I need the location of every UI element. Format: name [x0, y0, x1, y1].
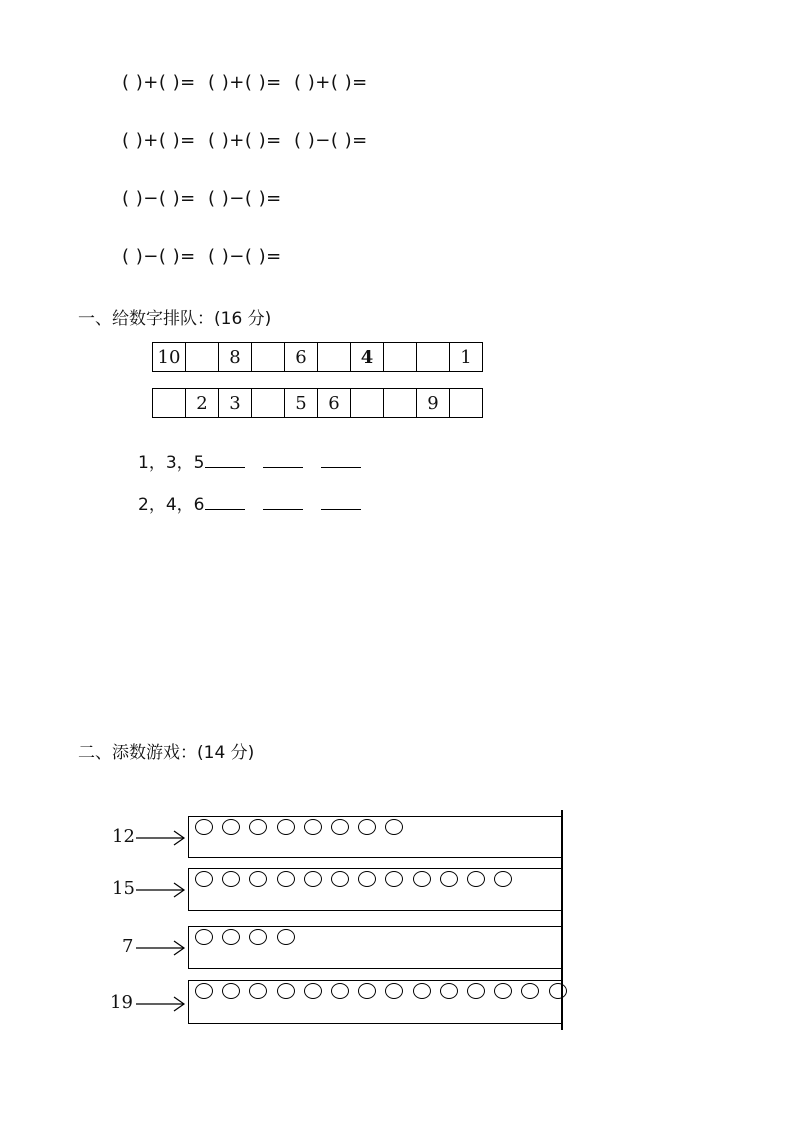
arrow-icon [136, 828, 188, 848]
number-cell: 8 [218, 342, 252, 372]
number-cell[interactable] [317, 342, 351, 372]
circle-icon [277, 983, 295, 999]
equation: ( )−( )= [122, 246, 196, 267]
answer-blank[interactable] [205, 493, 245, 510]
number-cell[interactable] [449, 388, 483, 418]
circle-icon [304, 819, 322, 835]
circle-icon [413, 983, 431, 999]
number-cell[interactable] [251, 388, 285, 418]
number-cell[interactable] [350, 388, 384, 418]
circle-icon [358, 871, 376, 887]
number-cell: 10 [152, 342, 186, 372]
number-cell: 6 [317, 388, 351, 418]
circle-icon [440, 871, 458, 887]
circle-icon [222, 929, 240, 945]
right-border-line [561, 810, 563, 1030]
circle-box [188, 868, 562, 911]
circle-icon [385, 983, 403, 999]
equation: ( )+( )= [294, 72, 368, 93]
circle-icon [277, 871, 295, 887]
circle-icon [331, 983, 349, 999]
circle-icon [277, 929, 295, 945]
circle-icon [249, 819, 267, 835]
section-1-title: 一、给数字排队：(16 分) [78, 309, 272, 329]
circle-icon [222, 871, 240, 887]
equation: ( )−( )= [122, 188, 196, 209]
equation: ( )−( )= [294, 130, 368, 151]
circle-icon [358, 819, 376, 835]
sequence-text: 1，3，5 [138, 453, 205, 473]
circle-icon [549, 983, 567, 999]
number-cell[interactable] [383, 342, 417, 372]
count-label: 12 [112, 826, 135, 847]
circle-icon [358, 983, 376, 999]
answer-blank[interactable] [205, 451, 245, 468]
arrow-icon [136, 938, 188, 958]
sequence-text: 2，4，6 [138, 495, 205, 515]
number-cell[interactable] [251, 342, 285, 372]
number-cell[interactable] [416, 342, 450, 372]
sequence-2 [138, 490, 379, 515]
circle-icon [413, 871, 431, 887]
circle-icon [331, 819, 349, 835]
answer-blank[interactable] [263, 493, 303, 510]
circle-icon [277, 819, 295, 835]
equation: ( )+( )= [208, 130, 282, 151]
answer-blank[interactable] [321, 493, 361, 510]
circle-icon [222, 983, 240, 999]
section-2-title: 二、添数游戏：(14 分) [78, 743, 255, 763]
number-cell: 1 [449, 342, 483, 372]
circle-icon [440, 983, 458, 999]
number-cell[interactable] [152, 388, 186, 418]
equation-row-3 [122, 188, 294, 209]
circle-icon [304, 871, 322, 887]
equation: ( )+( )= [208, 72, 282, 93]
circle-icon [249, 983, 267, 999]
equation: ( )+( )= [122, 130, 196, 151]
circle-icon [385, 871, 403, 887]
circle-box [188, 980, 562, 1024]
circle-icon [494, 983, 512, 999]
circle-icon [249, 871, 267, 887]
equation-row-2 [122, 130, 380, 151]
equation-row-1 [122, 72, 380, 93]
circle-icon [195, 871, 213, 887]
circle-icon [494, 871, 512, 887]
count-label: 7 [122, 936, 134, 957]
number-cell[interactable] [185, 342, 219, 372]
number-cell: 9 [416, 388, 450, 418]
number-row-2 [152, 388, 483, 418]
number-cell: 5 [284, 388, 318, 418]
number-cell: 6 [284, 342, 318, 372]
circle-icon [195, 929, 213, 945]
equation: ( )+( )= [122, 72, 196, 93]
circle-box [188, 816, 562, 858]
count-label: 19 [110, 992, 133, 1013]
arrow-icon [136, 880, 188, 900]
sequence-1 [138, 448, 379, 473]
number-cell[interactable] [383, 388, 417, 418]
number-cell: 3 [218, 388, 252, 418]
arrow-icon [136, 994, 188, 1014]
equation: ( )−( )= [208, 188, 282, 209]
circle-icon [222, 819, 240, 835]
circle-icon [304, 983, 322, 999]
circle-box [188, 926, 562, 969]
answer-blank[interactable] [263, 451, 303, 468]
circle-icon [331, 871, 349, 887]
circle-icon [385, 819, 403, 835]
answer-blank[interactable] [321, 451, 361, 468]
circle-icon [467, 983, 485, 999]
number-cell: 4 [350, 342, 384, 372]
number-row-1 [152, 342, 483, 372]
equation: ( )−( )= [208, 246, 282, 267]
count-label: 15 [112, 878, 135, 899]
circle-icon [195, 819, 213, 835]
circle-icon [521, 983, 539, 999]
circle-icon [249, 929, 267, 945]
number-cell: 2 [185, 388, 219, 418]
circle-icon [467, 871, 485, 887]
circle-icon [195, 983, 213, 999]
equation-row-4 [122, 246, 294, 267]
